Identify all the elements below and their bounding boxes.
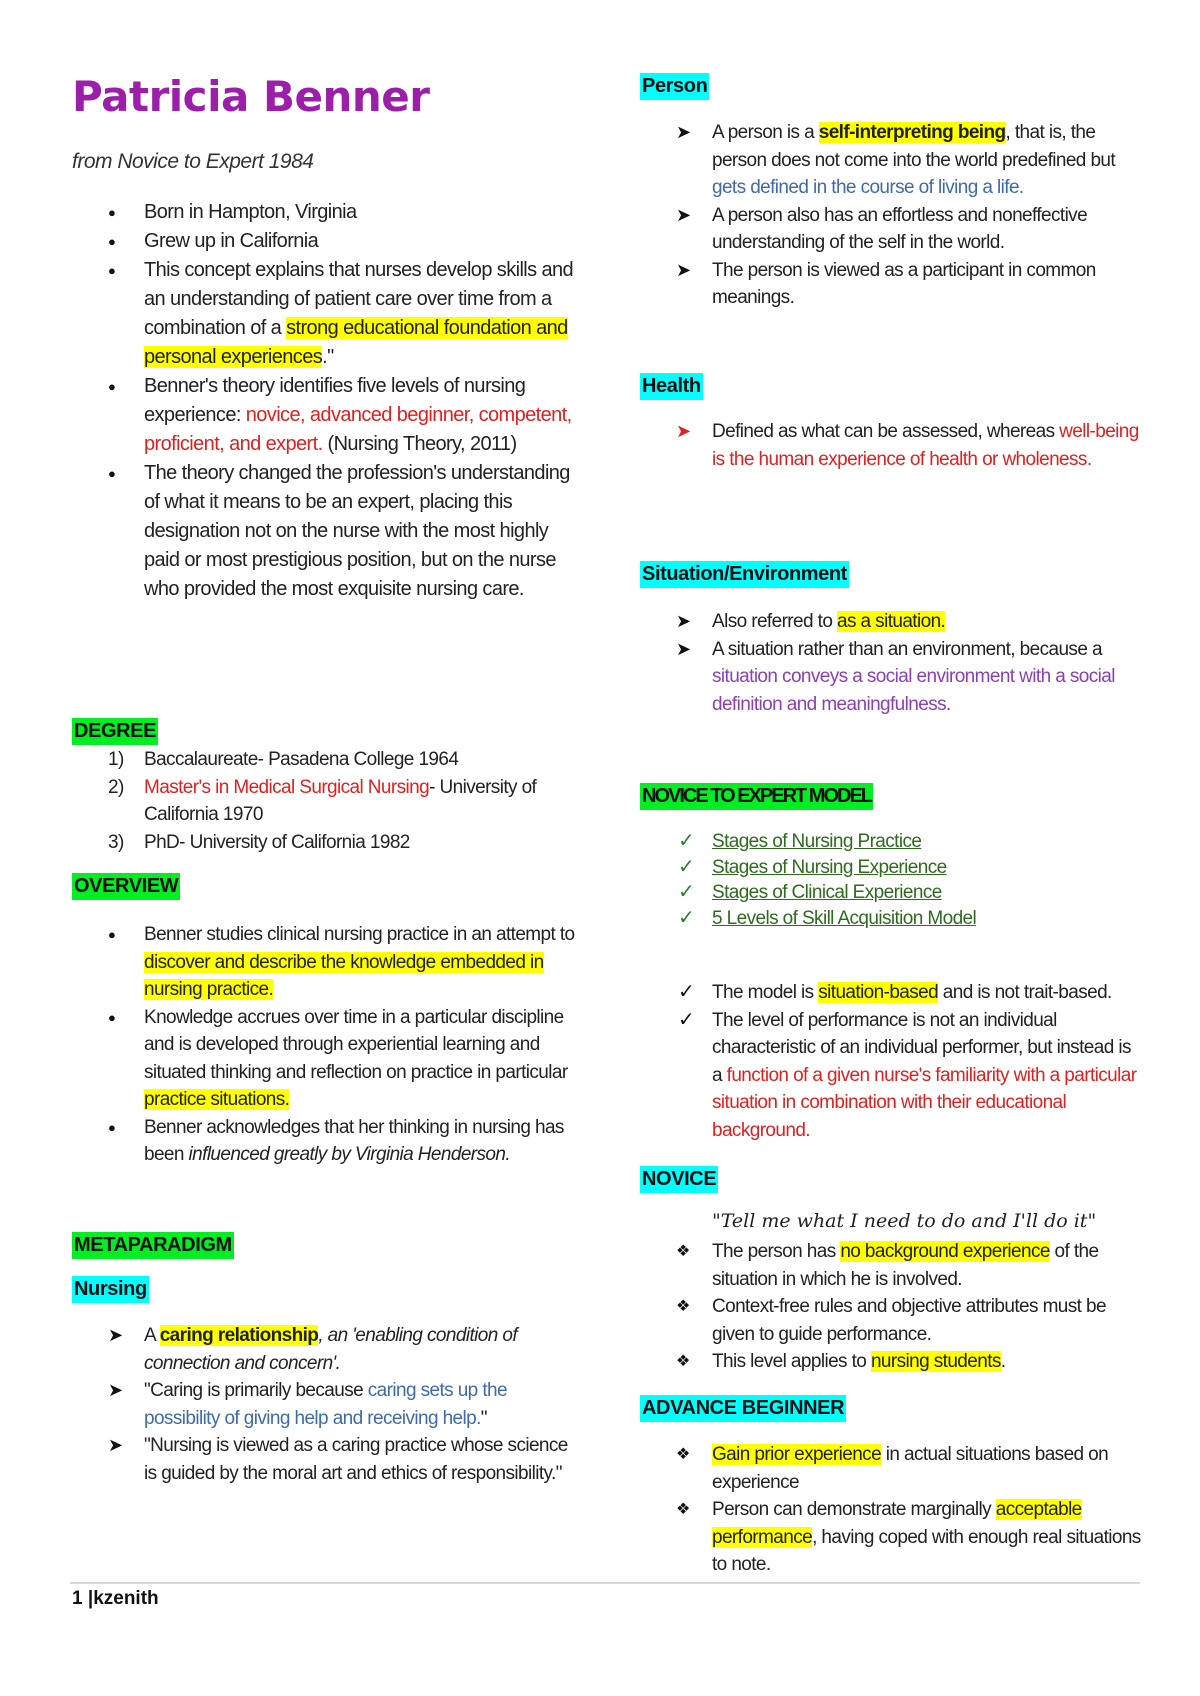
situation-list: [640, 608, 1145, 718]
list-item[interactable]: [640, 906, 1145, 932]
page-title: Patricia Benner: [72, 72, 430, 121]
degree-list: [72, 746, 582, 856]
model-list: [640, 979, 1145, 1144]
list-item: ● The theory changed the profession's understanding of what it means to be an expert, placing this designation not on the nurse with the most highly paid or most prestigious position, but on the nurse who provided the most exquisite nursing care.: [72, 459, 582, 604]
list-item: ➤ A person also has an effortless and noneffective understanding of the self in the world.: [640, 202, 1145, 257]
advance-list: [640, 1441, 1145, 1579]
page-number: 1: [72, 1588, 83, 1609]
stages-practice-link[interactable]: Stages of Nursing Practice: [712, 831, 922, 852]
list-item: ❖ Person can demonstrate marginally acceptable performance, having coped with enough real situations to note.: [640, 1496, 1145, 1579]
stages-clinical-link[interactable]: Stages of Clinical Experience: [712, 882, 942, 903]
list-item: ❖ This level applies to nursing students.: [640, 1348, 1145, 1376]
list-item: 3) PhD- University of California 1982: [108, 831, 410, 853]
novice-list: [640, 1238, 1145, 1376]
nursing-header: Nursing: [72, 1276, 149, 1303]
footer-divider: [70, 1582, 1140, 1584]
list-item: ● Knowledge accrues over time in a particular discipline and is developed through experiential learning and situated thinking and reflection on practice in particular practice situations.: [72, 1004, 582, 1114]
subtitle: from Novice to Expert 1984: [72, 150, 314, 173]
list-item: ➤ A person is a self-interpreting being, that is, the person does not come into the world predefined but gets defined in the course of living a life.: [640, 119, 1145, 202]
page-footer: [72, 1588, 159, 1610]
list-item[interactable]: [640, 855, 1145, 881]
list-item: ➤ A caring relationship, an 'enabling condition of connection and concern'.: [72, 1322, 582, 1377]
list-item: 1) Baccalaureate- Pasadena College 1964: [108, 749, 459, 770]
list-item[interactable]: [640, 829, 1145, 855]
intro-list: [72, 198, 582, 604]
novice-header: NOVICE: [640, 1166, 718, 1193]
list-item: ● Grew up in California: [72, 227, 582, 256]
novice-quote: "Tell me what I need to do and I'll do it": [712, 1210, 1097, 1232]
list-item: ● Benner acknowledges that her thinking in nursing has been influenced greatly by Virginia Henderson.: [72, 1114, 582, 1169]
list-item: ➤ Also referred to as a situation.: [640, 608, 1145, 636]
person-list: [640, 119, 1145, 312]
list-item[interactable]: [640, 880, 1145, 906]
degree-header: DEGREE: [72, 718, 158, 745]
list-item: ❖ Gain prior experience in actual situations based on experience: [640, 1441, 1145, 1496]
footer-separator: |: [87, 1588, 94, 1609]
overview-list: [72, 921, 582, 1169]
stages-experience-link[interactable]: Stages of Nursing Experience: [712, 856, 947, 878]
list-item: ✓ The model is situation-based and is not trait-based.: [640, 979, 1145, 1007]
person-header: Person: [640, 73, 709, 100]
list-item: ➤ A situation rather than an environment, because a situation conveys a social environment with a social definition and meaningfulness.: [640, 636, 1145, 719]
nursing-list: [72, 1322, 582, 1487]
list-item: ● Born in Hampton, Virginia: [72, 198, 582, 227]
overview-header: OVERVIEW: [72, 873, 180, 900]
list-item: 2) Master's in Medical Surgical Nursing- University of California 1970: [108, 776, 537, 825]
list-item: ● This concept explains that nurses develop skills and an understanding of patient care over time from a combination of a strong educational foundation and personal experiences.": [72, 256, 582, 372]
model-links: [640, 829, 1145, 931]
list-item: ➤ "Caring is primarily because caring sets up the possibility of giving help and receiving help.": [72, 1377, 582, 1432]
list-item: ➤ The person is viewed as a participant in common meanings.: [640, 257, 1145, 312]
situation-header: Situation/Environment: [640, 561, 849, 588]
metaparadigm-header: METAPARADIGM: [72, 1232, 234, 1259]
list-item: ❖ Context-free rules and objective attributes must be given to guide performance.: [640, 1293, 1145, 1348]
health-list: [640, 418, 1145, 473]
advance-beginner-header: ADVANCE BEGINNER: [640, 1395, 846, 1422]
list-item: ● Benner studies clinical nursing practice in an attempt to discover and describe the knowledge embedded in nursing practice.: [72, 921, 582, 1004]
health-header: Health: [640, 373, 703, 400]
footer-author: kzenith: [93, 1588, 159, 1609]
list-item: ✓ The level of performance is not an individual characteristic of an individual performer, but instead is a function of a given nurse's familiarity with a particular situation in combination with their educational background.: [640, 1007, 1145, 1145]
list-item: ➤ "Nursing is viewed as a caring practice whose science is guided by the moral art and ethics of responsibility.": [72, 1432, 582, 1487]
list-item: ❖ The person has no background experience of the situation in which he is involved.: [640, 1238, 1145, 1293]
list-item: ● Benner's theory identifies five levels of nursing experience: novice, advanced beginner, competent, proficient, and expert. (Nursing Theory, 2011): [72, 372, 582, 459]
model-header: NOVICE TO EXPERT MODEL: [640, 783, 873, 810]
skill-acquisition-link[interactable]: 5 Levels of Skill Acquisition Model: [712, 907, 977, 929]
list-item: ➤ Defined as what can be assessed, whereas well-being is the human experience of health or wholeness.: [640, 418, 1145, 473]
